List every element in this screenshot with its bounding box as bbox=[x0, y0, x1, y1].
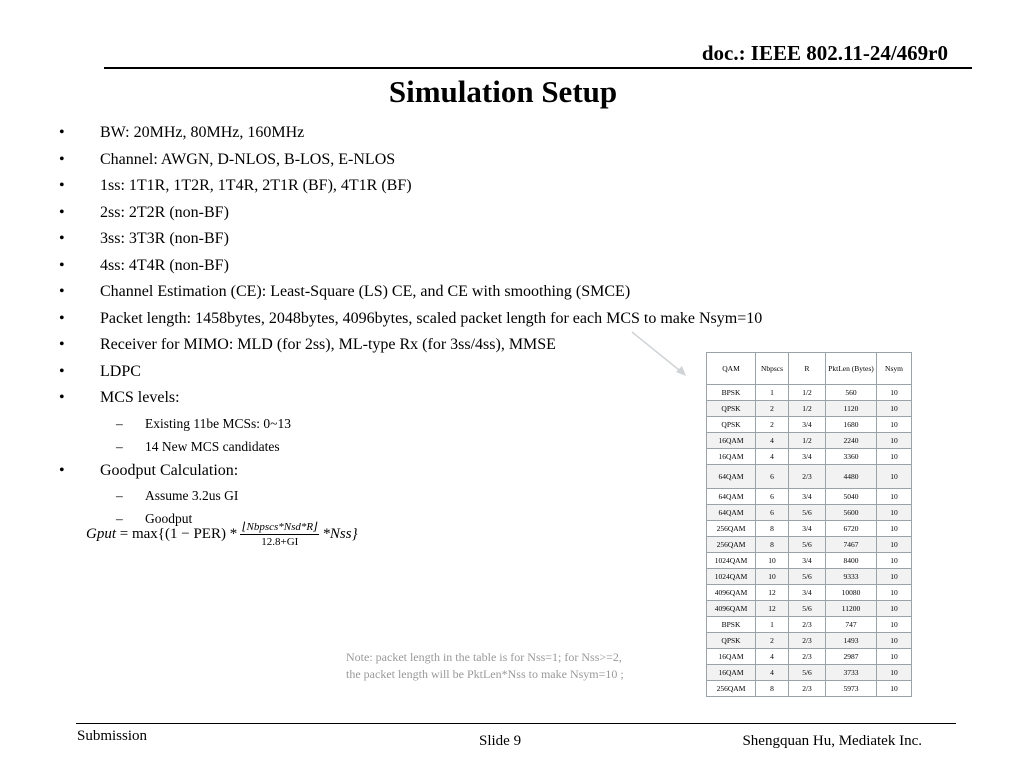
sub-bullet-item: – 14 New MCS candidates bbox=[116, 438, 280, 454]
table-cell: 1/2 bbox=[789, 385, 826, 401]
table-row bbox=[707, 385, 912, 401]
table-cell: 12 bbox=[756, 601, 789, 617]
formula-fraction bbox=[240, 520, 319, 548]
arrow-icon bbox=[630, 330, 690, 380]
table-header-cell: R bbox=[789, 353, 826, 385]
sub-bullet-item: – Existing 11be MCSs: 0~13 bbox=[116, 415, 291, 431]
table-cell: 5600 bbox=[826, 505, 877, 521]
table-row bbox=[707, 601, 912, 617]
bullet-item: • Channel Estimation (CE): Least-Square (LS) CE, and CE with smoothing (SMCE) bbox=[59, 283, 631, 300]
table-cell: 16QAM bbox=[707, 433, 756, 449]
table-header-cell: Nbpscs bbox=[756, 353, 789, 385]
table-cell: 3/4 bbox=[789, 553, 826, 569]
table-cell: 9333 bbox=[826, 569, 877, 585]
table-header-cell: QAM bbox=[707, 353, 756, 385]
table-cell: 1/2 bbox=[789, 401, 826, 417]
formula-max: max{(1 − PER) * bbox=[131, 525, 238, 542]
formula-numerator: ⌊Nbpscs*Nsd*R⌋ bbox=[242, 521, 318, 533]
table-cell: 10 bbox=[877, 537, 912, 553]
table-cell: 1 bbox=[756, 385, 789, 401]
table-row bbox=[707, 449, 912, 465]
table-cell: 1680 bbox=[826, 417, 877, 433]
table-cell: 6720 bbox=[826, 521, 877, 537]
table-cell: 10 bbox=[877, 489, 912, 505]
table-cell: 10 bbox=[756, 569, 789, 585]
bullet-item: • LDPC bbox=[59, 362, 141, 380]
footer-divider bbox=[76, 723, 956, 724]
table-cell: 4096QAM bbox=[707, 585, 756, 601]
table-cell: 10 bbox=[877, 401, 912, 417]
table-cell: 2240 bbox=[826, 433, 877, 449]
table-cell: 5/6 bbox=[789, 569, 826, 585]
table-row bbox=[707, 417, 912, 433]
bullet-item: • BW: 20MHz, 80MHz, 160MHz bbox=[59, 124, 305, 141]
table-note: Note: packet length in the table is for Nss=1; for Nss>=2, the packet length will be PktLen*Nss to make Nsym=10 ; bbox=[346, 650, 624, 681]
table-row bbox=[707, 569, 912, 585]
table-cell: 64QAM bbox=[707, 465, 756, 489]
table-row bbox=[707, 433, 912, 449]
table-row bbox=[707, 681, 912, 697]
slide-number: Slide 9 bbox=[479, 733, 522, 749]
table-cell: 747 bbox=[826, 617, 877, 633]
table-cell: 3/4 bbox=[789, 489, 826, 505]
goodput-formula bbox=[86, 520, 358, 548]
mcs-table bbox=[706, 352, 912, 697]
table-cell: QPSK bbox=[707, 401, 756, 417]
table-cell: 6 bbox=[756, 505, 789, 521]
table-row bbox=[707, 553, 912, 569]
table-cell: 3/4 bbox=[789, 521, 826, 537]
table-row bbox=[707, 465, 912, 489]
table-cell: 4 bbox=[756, 665, 789, 681]
table-cell: 5973 bbox=[826, 681, 877, 697]
table-cell: 10 bbox=[877, 465, 912, 489]
table-cell: 1493 bbox=[826, 633, 877, 649]
formula-equals: = bbox=[119, 525, 129, 542]
table-cell: 4 bbox=[756, 649, 789, 665]
table-cell: 10 bbox=[877, 553, 912, 569]
table-cell: 2/3 bbox=[789, 633, 826, 649]
table-cell: 6 bbox=[756, 489, 789, 505]
table-cell: QPSK bbox=[707, 633, 756, 649]
table-row bbox=[707, 633, 912, 649]
table-cell: 4480 bbox=[826, 465, 877, 489]
table-cell: 64QAM bbox=[707, 505, 756, 521]
table-cell: 1024QAM bbox=[707, 553, 756, 569]
table-cell: 16QAM bbox=[707, 449, 756, 465]
table-cell: BPSK bbox=[707, 385, 756, 401]
table-cell: 10 bbox=[877, 601, 912, 617]
table-header-cell: PktLen (Bytes) bbox=[826, 353, 877, 385]
sub-bullet-item: – Goodput bbox=[116, 511, 193, 526]
table-cell: 4 bbox=[756, 449, 789, 465]
formula-lhs: Gput bbox=[86, 525, 116, 542]
table-cell: 7467 bbox=[826, 537, 877, 553]
table-cell: 1120 bbox=[826, 401, 877, 417]
bullet-item: • 4ss: 4T4R (non-BF) bbox=[59, 256, 229, 274]
table-cell: 3360 bbox=[826, 449, 877, 465]
table-cell: 3/4 bbox=[789, 449, 826, 465]
table-cell: QPSK bbox=[707, 417, 756, 433]
table-cell: 256QAM bbox=[707, 521, 756, 537]
table-cell: 11200 bbox=[826, 601, 877, 617]
bullet-item: • 3ss: 3T3R (non-BF) bbox=[59, 230, 229, 247]
table-cell: 2 bbox=[756, 401, 789, 417]
table-cell: 5040 bbox=[826, 489, 877, 505]
table-cell: 256QAM bbox=[707, 537, 756, 553]
table-cell: 10 bbox=[877, 665, 912, 681]
footer-author: Shengquan Hu, Mediatek Inc. bbox=[742, 733, 922, 749]
table-cell: 3/4 bbox=[789, 417, 826, 433]
table-cell: 5/6 bbox=[789, 537, 826, 553]
table-cell: 5/6 bbox=[789, 601, 826, 617]
table-row bbox=[707, 505, 912, 521]
table-cell: 10 bbox=[877, 569, 912, 585]
table-cell: 8 bbox=[756, 681, 789, 697]
table-cell: 6 bbox=[756, 465, 789, 489]
table-row bbox=[707, 537, 912, 553]
table-cell: 4096QAM bbox=[707, 601, 756, 617]
table-cell: 10 bbox=[877, 433, 912, 449]
table-row bbox=[707, 649, 912, 665]
table-cell: 10080 bbox=[826, 585, 877, 601]
table-cell: 10 bbox=[877, 521, 912, 537]
bullet-item: • Receiver for MIMO: MLD (for 2ss), ML-type Rx (for 3ss/4ss), MMSE bbox=[59, 336, 556, 353]
table-cell: 10 bbox=[877, 617, 912, 633]
footer-submission: Submission bbox=[77, 728, 148, 744]
table-cell: 16QAM bbox=[707, 649, 756, 665]
bullet-item: • 2ss: 2T2R (non-BF) bbox=[59, 203, 229, 221]
table-cell: 2/3 bbox=[789, 681, 826, 697]
bullet-item: • 1ss: 1T1R, 1T2R, 1T4R, 2T1R (BF), 4T1R (BF) bbox=[59, 177, 412, 194]
table-cell: 10 bbox=[877, 585, 912, 601]
table-row bbox=[707, 617, 912, 633]
table-cell: 8400 bbox=[826, 553, 877, 569]
table-cell: BPSK bbox=[707, 617, 756, 633]
table-cell: 8 bbox=[756, 537, 789, 553]
bullet-item: • Goodput Calculation: bbox=[59, 461, 239, 479]
table-cell: 10 bbox=[877, 681, 912, 697]
table-cell: 12 bbox=[756, 585, 789, 601]
slide-title: Simulation Setup bbox=[388, 74, 618, 109]
table-row bbox=[707, 401, 912, 417]
bullet-item: • Packet length: 1458bytes, 2048bytes, 4096bytes, scaled packet length for each MCS to make Nsym=10 bbox=[59, 309, 763, 327]
table-cell: 2 bbox=[756, 633, 789, 649]
formula-denominator: 12.8+GI bbox=[261, 536, 299, 548]
table-cell: 5/6 bbox=[789, 505, 826, 521]
table-cell: 10 bbox=[877, 633, 912, 649]
table-cell: 256QAM bbox=[707, 681, 756, 697]
table-cell: 1 bbox=[756, 617, 789, 633]
sub-bullet-item: – Assume 3.2us GI bbox=[116, 488, 239, 503]
table-cell: 2 bbox=[756, 417, 789, 433]
table-cell: 2/3 bbox=[789, 617, 826, 633]
table-header-cell: Nsym bbox=[877, 353, 912, 385]
table-cell: 560 bbox=[826, 385, 877, 401]
table-cell: 10 bbox=[756, 553, 789, 569]
table-cell: 10 bbox=[877, 417, 912, 433]
bullet-list bbox=[56, 120, 762, 530]
bullet-item: • Channel: AWGN, D-NLOS, B-LOS, E-NLOS bbox=[59, 150, 396, 168]
table-cell: 16QAM bbox=[707, 665, 756, 681]
table-cell: 10 bbox=[877, 449, 912, 465]
table-cell: 2/3 bbox=[789, 465, 826, 489]
table-cell: 5/6 bbox=[789, 665, 826, 681]
table-row bbox=[707, 521, 912, 537]
table-cell: 10 bbox=[877, 649, 912, 665]
table-cell: 4 bbox=[756, 433, 789, 449]
table-cell: 10 bbox=[877, 505, 912, 521]
formula-tail: *Nss} bbox=[322, 525, 358, 542]
table-cell: 8 bbox=[756, 521, 789, 537]
table-cell: 3733 bbox=[826, 665, 877, 681]
header-divider bbox=[104, 67, 972, 69]
table-cell: 10 bbox=[877, 385, 912, 401]
table-cell: 3/4 bbox=[789, 585, 826, 601]
table-cell: 1024QAM bbox=[707, 569, 756, 585]
table-row bbox=[707, 489, 912, 505]
table-row bbox=[707, 585, 912, 601]
table-cell: 1/2 bbox=[789, 433, 826, 449]
table-header-row bbox=[707, 353, 912, 385]
table-cell: 2/3 bbox=[789, 649, 826, 665]
table-cell: 64QAM bbox=[707, 489, 756, 505]
table-row bbox=[707, 665, 912, 681]
table-cell: 2987 bbox=[826, 649, 877, 665]
doc-id: doc.: IEEE 802.11-24/469r0 bbox=[701, 41, 948, 65]
bullet-item: • MCS levels: bbox=[59, 389, 180, 406]
